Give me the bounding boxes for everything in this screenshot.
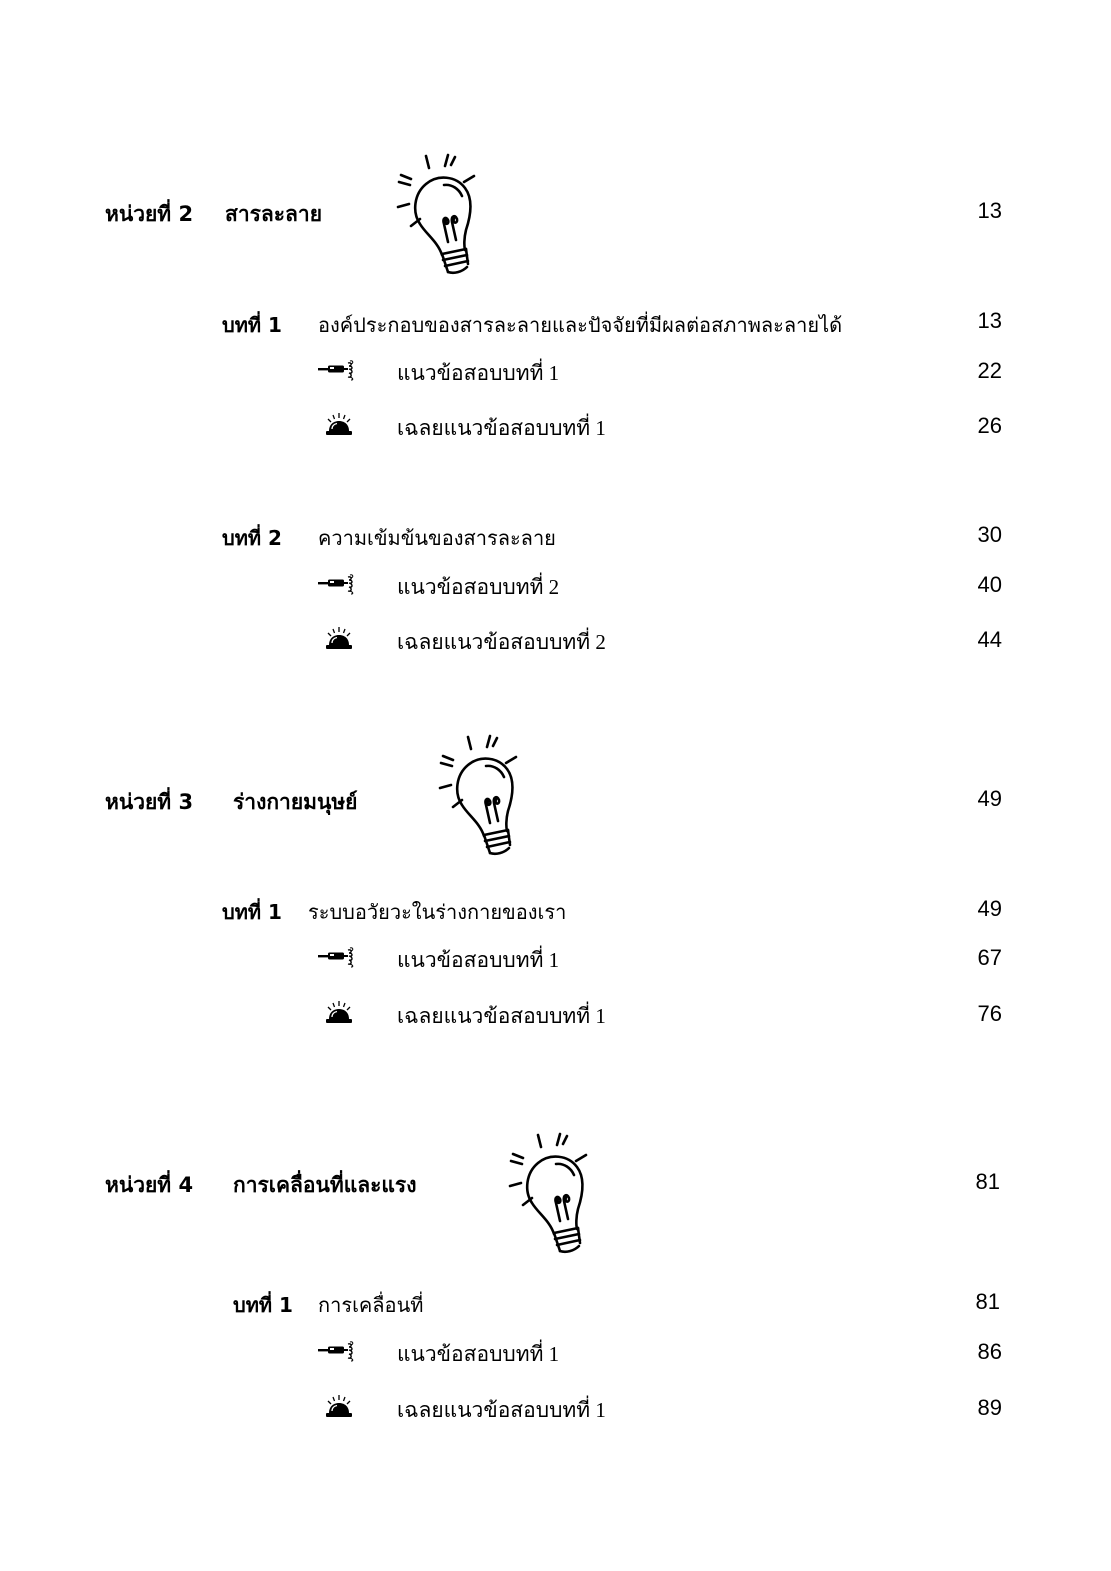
chapter-label: บทที่ 1 <box>233 1293 293 1317</box>
page-number: 86 <box>977 1339 1002 1364</box>
unit-title[interactable]: ร่างกายมนุษย์ <box>233 790 358 814</box>
page-number: 22 <box>977 358 1002 383</box>
unit-label: หน่วยที่ 2 <box>105 202 194 226</box>
page-number: 81 <box>975 1289 1000 1314</box>
page-number: 26 <box>977 413 1002 438</box>
page-number: 89 <box>977 1395 1002 1420</box>
alarm-bell-icon <box>322 412 362 436</box>
page-number: 13 <box>977 308 1002 333</box>
answer-key-title[interactable]: เฉลยแนวข้อสอบบทที่ 1 <box>397 1398 606 1422</box>
chapter-title[interactable]: ความเข้มข้นของสารละลาย <box>318 528 556 550</box>
page-number: 67 <box>977 945 1002 970</box>
alarm-bell-icon <box>322 1394 362 1418</box>
unit-label: หน่วยที่ 4 <box>105 1173 194 1197</box>
unit-label: หน่วยที่ 3 <box>105 790 194 814</box>
page-number: 49 <box>977 786 1002 811</box>
page-number: 30 <box>977 522 1002 547</box>
page-number: 40 <box>977 572 1002 597</box>
answer-key-title[interactable]: เฉลยแนวข้อสอบบทที่ 1 <box>397 1004 606 1028</box>
answer-key-title[interactable]: เฉลยแนวข้อสอบบทที่ 2 <box>397 630 606 654</box>
unit-title[interactable]: สารละลาย <box>225 202 323 226</box>
syringe-icon <box>318 1339 358 1363</box>
page-number: 13 <box>977 198 1002 223</box>
chapter-label: บทที่ 1 <box>222 313 282 337</box>
page-number: 76 <box>977 1001 1002 1026</box>
syringe-icon <box>318 945 358 969</box>
chapter-title[interactable]: องค์ประกอบของสารละลายและปัจจัยที่มีผลต่อสภาพละลายได้ <box>318 315 843 337</box>
answer-key-title[interactable]: เฉลยแนวข้อสอบบทที่ 1 <box>397 416 606 440</box>
lightbulb-icon <box>430 733 526 857</box>
exercise-title[interactable]: แนวข้อสอบบทที่ 1 <box>397 361 560 385</box>
chapter-label: บทที่ 1 <box>222 900 282 924</box>
syringe-icon <box>318 358 358 382</box>
chapter-title[interactable]: ระบบอวัยวะในร่างกายของเรา <box>308 902 567 924</box>
lightbulb-icon <box>500 1131 596 1255</box>
exercise-title[interactable]: แนวข้อสอบบทที่ 1 <box>397 948 560 972</box>
lightbulb-icon <box>388 152 484 276</box>
exercise-title[interactable]: แนวข้อสอบบทที่ 2 <box>397 575 560 599</box>
alarm-bell-icon <box>322 1000 362 1024</box>
unit-title[interactable]: การเคลื่อนที่และแรง <box>233 1173 417 1197</box>
chapter-label: บทที่ 2 <box>222 526 282 550</box>
alarm-bell-icon <box>322 626 362 650</box>
page-number: 49 <box>977 896 1002 921</box>
page-number: 44 <box>977 627 1002 652</box>
chapter-title[interactable]: การเคลื่อนที่ <box>318 1295 424 1317</box>
syringe-icon <box>318 572 358 596</box>
exercise-title[interactable]: แนวข้อสอบบทที่ 1 <box>397 1342 560 1366</box>
page-number: 81 <box>975 1169 1000 1194</box>
